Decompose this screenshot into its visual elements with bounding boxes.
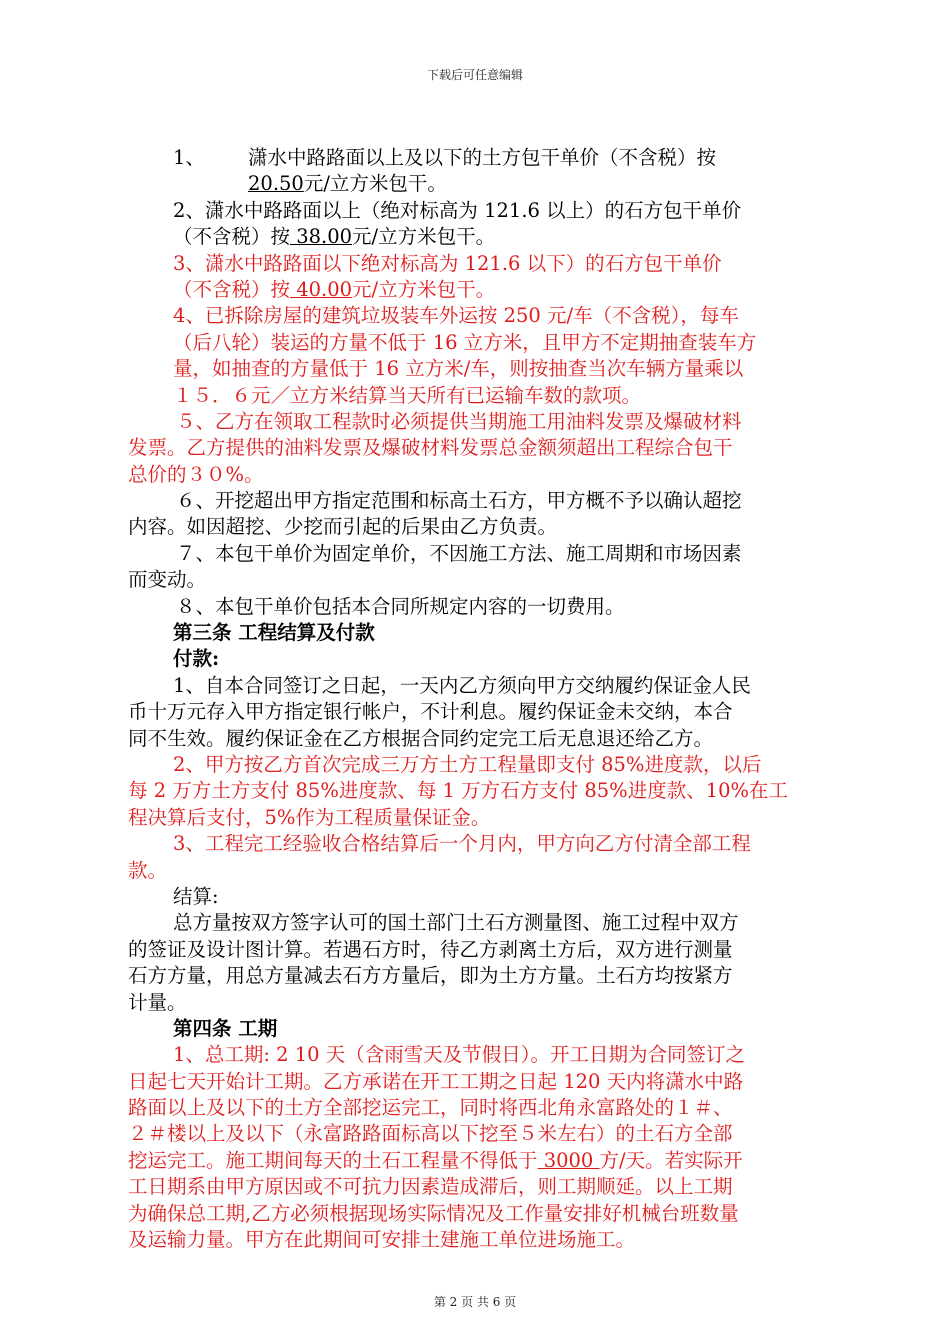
document-body xyxy=(128,145,834,1253)
schedule-line-4: ２＃楼以上及以下（永富路路面标高以下挖至５米左右）的土石方全部 xyxy=(128,1122,733,1146)
payment-3-line-1: 3、工程完工经验收合格结算后一个月内，甲方向乙方付清全部工程 xyxy=(173,832,751,856)
item-2-line-1: 2、潇水中路路面以上（绝对标高为 121.6 以上）的石方包干单价 xyxy=(173,198,742,222)
rock-unit-price-above: 38.00 xyxy=(290,225,353,249)
item-5-line-2: 发票。乙方提供的油料发票及爆破材料发票总金额须超出工程综合包干 xyxy=(128,436,733,460)
item-1-line-1: 1、 潇水中路路面以上及以下的土方包干单价（不含税）按 xyxy=(173,146,717,169)
settlement-line-2: 的签证及设计图计算。若遇石方时，待乙方剥离土方后，双方进行测量 xyxy=(128,937,733,961)
schedule-line-1: 1、总工期: 2 10 天（含雨雪天及节假日）。开工日期为合同签订之 xyxy=(173,1043,746,1067)
payment-2-line-1: 2、甲方按乙方首次完成三万方土方工程量即支付 85%进度款，以后 xyxy=(173,752,762,776)
article-3-title: 第三条 工程结算及付款 xyxy=(173,621,375,645)
item-3-line-2: （不含税）按 40.00元/立方米包干。 xyxy=(173,277,496,301)
item-7-line-2: 而变动。 xyxy=(128,568,207,592)
settlement-label: 结算: xyxy=(173,884,219,908)
schedule-line-5: 挖运完工。施工期间每天的土石工程量不得低于 3000 方/天。若实际开 xyxy=(128,1148,743,1172)
rock-unit-price-below: 40.00 xyxy=(290,277,353,301)
item-7-line-1: ７、本包干单价为固定单价，不因施工方法、施工周期和市场因素 xyxy=(176,541,742,565)
payment-1-line-1: 1、自本合同签订之日起，一天内乙方须向甲方交纳履约保证金人民 xyxy=(173,673,751,697)
payment-2-line-3: 程决算后支付，5%作为工程质量保证金。 xyxy=(128,805,491,829)
payment-3-line-2: 款。 xyxy=(128,858,168,882)
schedule-line-8: 及运输力量。甲方在此期间可安排土建施工单位进场施工。 xyxy=(128,1228,636,1252)
page-footer: 第 2 页 共 6 页 xyxy=(433,1295,517,1309)
settlement-line-3: 石方方量，用总方量减去石方方量后，即为土方方量。土石方均按紧方 xyxy=(128,964,733,988)
item-4-line-4: １５．６元／立方米结算当天所有已运输车数的款项。 xyxy=(173,383,642,407)
schedule-line-3: 路面以上及以下的土方全部挖运完工，同时将西北角永富路处的１＃、 xyxy=(128,1096,733,1120)
item-3-line-1: 3、潇水中路路面以下绝对标高为 121.6 以下）的石方包干单价 xyxy=(173,251,722,275)
settlement-line-1: 总方量按双方签字认可的国土部门土石方测量图、施工过程中双方 xyxy=(173,911,739,935)
payment-label: 付款: xyxy=(173,647,220,671)
item-8-line-1: ８、本包干单价包括本合同所规定内容的一切费用。 xyxy=(176,594,625,618)
daily-quantity: 3000 xyxy=(537,1148,600,1172)
schedule-line-2: 日起七天开始计工期。乙方承诺在开工工期之日起 120 天内将潇水中路 xyxy=(128,1069,744,1093)
payment-2-line-2: 每 2 万方土方支付 85%进度款、每 1 万方石方支付 85%进度款、10%在工 xyxy=(128,779,789,803)
item-4-line-1: 4、已拆除房屋的建筑垃圾装车外运按 250 元/车（不含税），每车 xyxy=(173,304,739,328)
soil-unit-price: 20.50 xyxy=(248,172,304,196)
payment-1-line-3: 同不生效。履约保证金在乙方根据合同约定完工后无息退还给乙方。 xyxy=(128,726,714,750)
item-1-line-2: 20.50元/立方米包干。 xyxy=(248,172,447,196)
page-header: 下载后可任意编辑 xyxy=(426,68,523,82)
payment-1-line-2: 币十万元存入甲方指定银行帐户，不计利息。履约保证金未交纳，本合 xyxy=(128,700,733,724)
item-4-line-3: 量，如抽查的方量低于 16 立方米/车，则按抽查当次车辆方量乘以 xyxy=(173,357,744,381)
item-5-line-3: 总价的３０%。 xyxy=(128,462,264,486)
schedule-line-7: 为确保总工期,乙方必须根据现场实际情况及工作量安排好机械台班数量 xyxy=(128,1201,739,1225)
article-4-title: 第四条 工期 xyxy=(173,1016,278,1040)
item-6-line-2: 内容。如因超挖、少挖而引起的后果由乙方负责。 xyxy=(128,515,558,539)
item-2-line-2: （不含税）按 38.00元/立方米包干。 xyxy=(173,225,496,249)
item-6-line-1: ６、开挖超出甲方指定范围和标高土石方，甲方概不予以确认超挖 xyxy=(176,489,742,513)
settlement-line-4: 计量。 xyxy=(128,990,187,1014)
item-5-line-1: ５、乙方在领取工程款时必须提供当期施工用油料发票及爆破材料 xyxy=(176,409,742,433)
item-4-line-2: （后八轮）装运的方量不低于 16 立方米，且甲方不定期抽查装车方 xyxy=(173,330,757,354)
schedule-line-6: 工日期系由甲方原因或不可抗力因素造成滞后，则工期顺延。以上工期 xyxy=(128,1175,733,1199)
